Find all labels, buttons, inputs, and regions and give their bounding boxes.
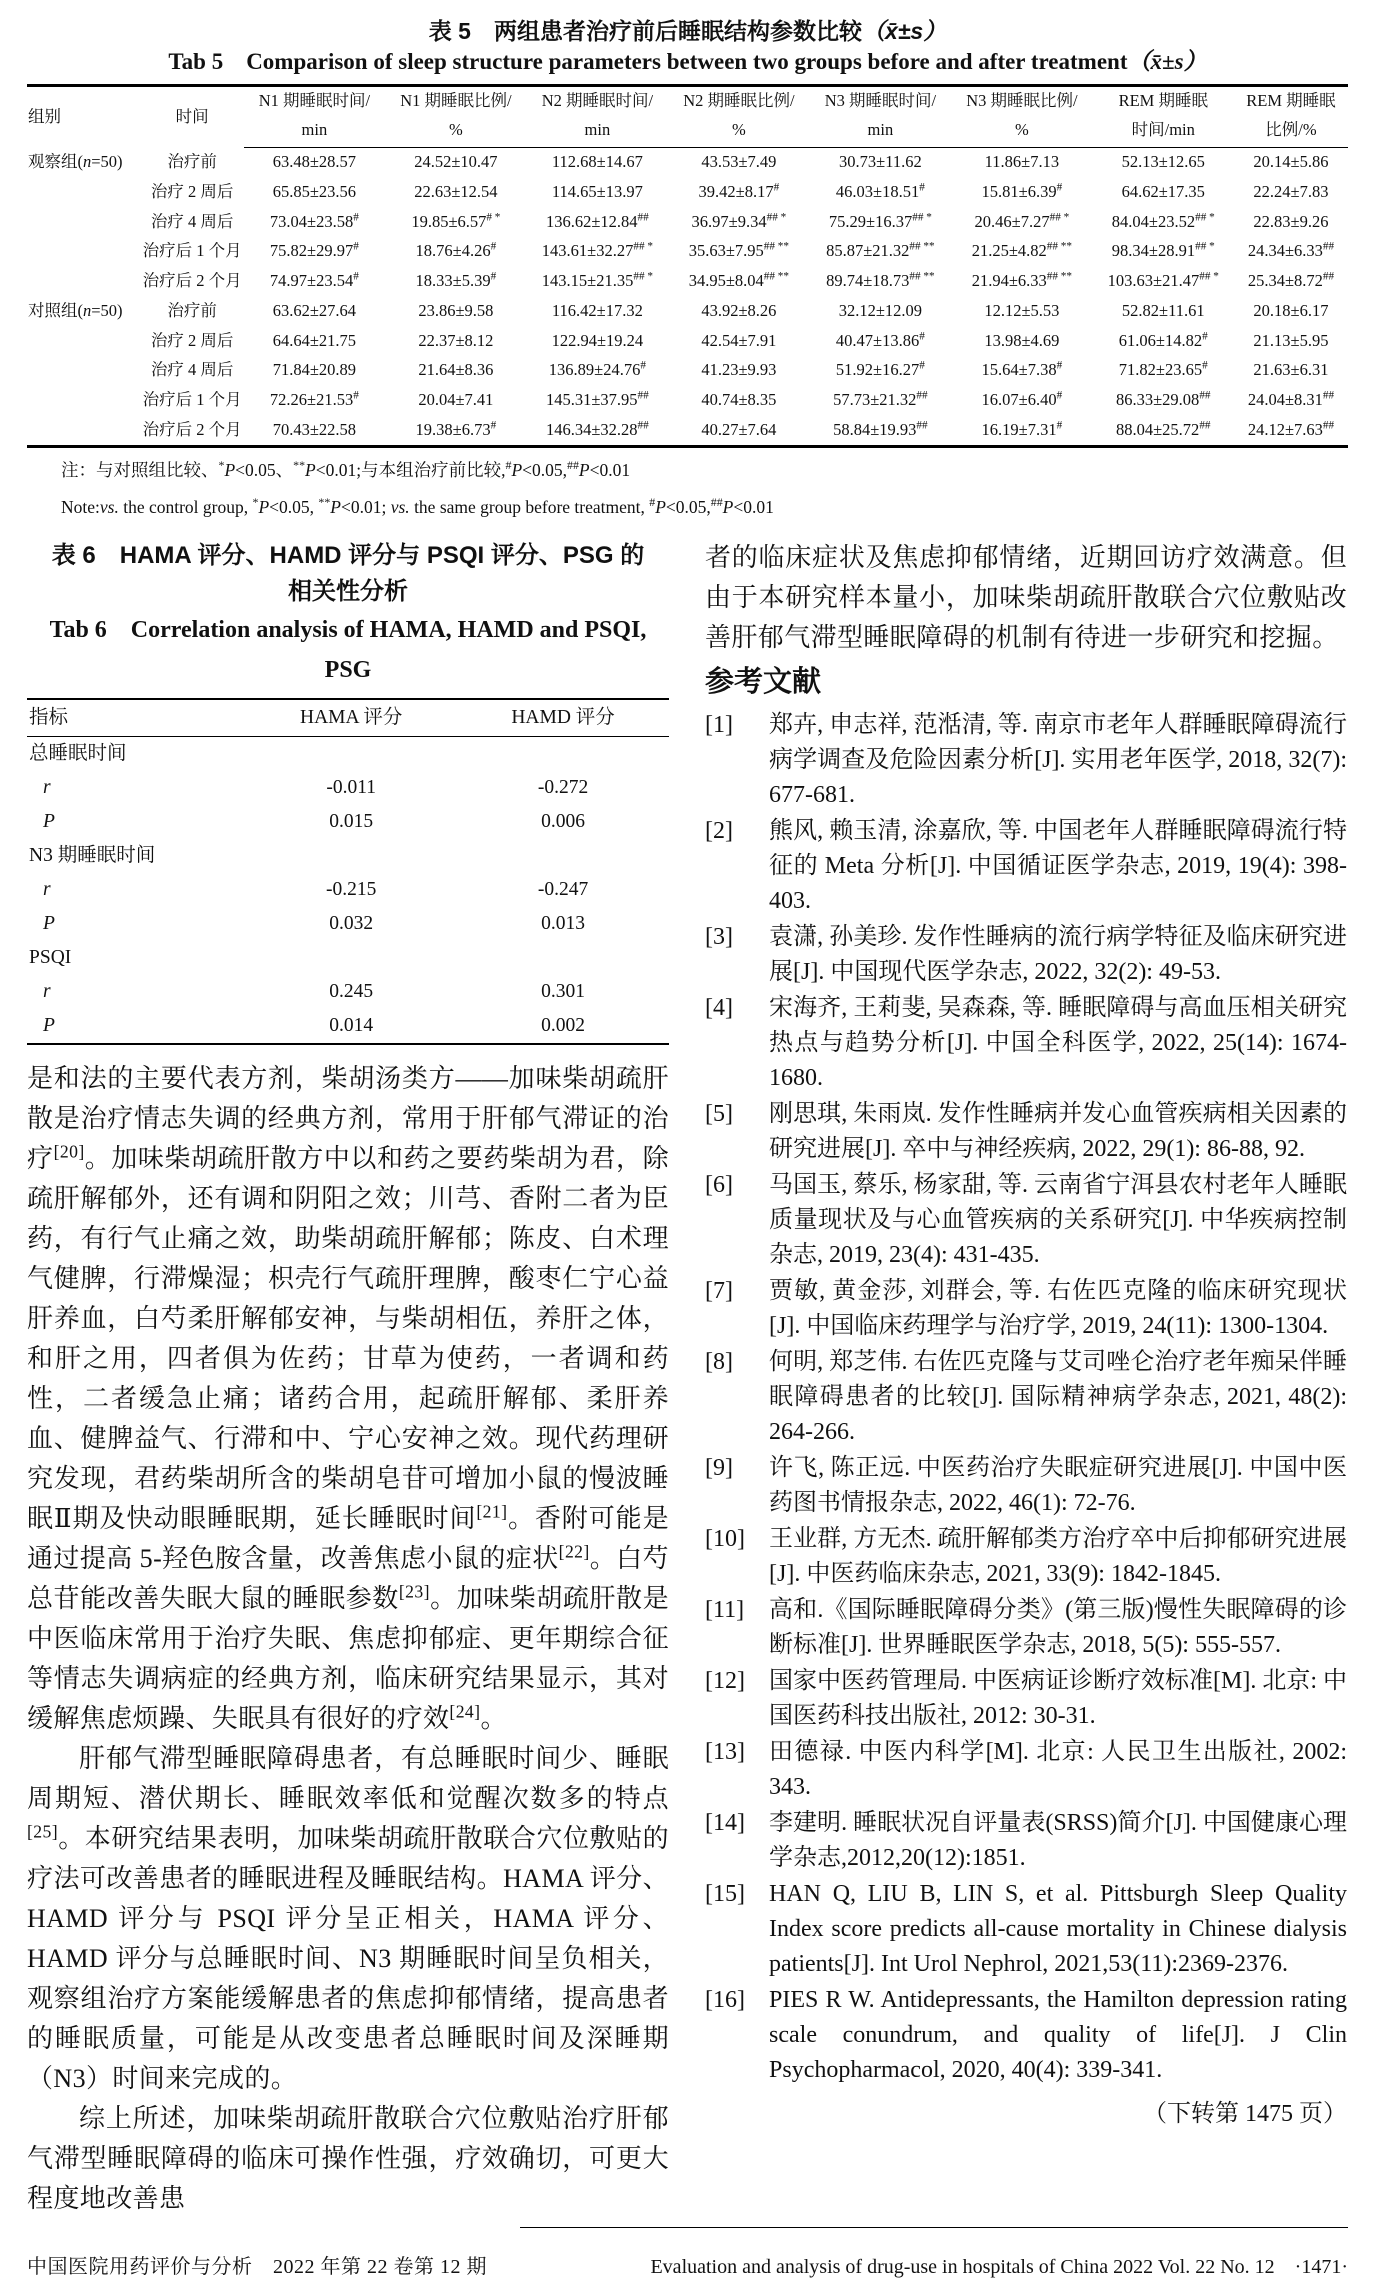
table-cell: 41.23±9.93 xyxy=(701,360,777,380)
table-cell: 136.62±12.84## xyxy=(545,211,649,231)
col-header: REM 期睡眠 xyxy=(1246,91,1336,110)
table-row xyxy=(27,941,669,975)
references-list xyxy=(705,708,1347,2088)
reference-number: [1] xyxy=(705,712,733,738)
col-header-unit: min xyxy=(527,116,669,147)
indicator-label: PSQI xyxy=(29,947,72,968)
reference-text: 田德禄. 中医内科学[M]. 北京: 人民卫生出版社, 2002: 343. xyxy=(769,1739,1347,1800)
table-cell: 52.82±11.61 xyxy=(1121,300,1205,320)
table-cell: 20.14±5.86 xyxy=(1253,152,1329,171)
group-label: 观察组(n=50) xyxy=(28,152,123,171)
table-cell: 22.24±7.83 xyxy=(1253,181,1329,201)
footer-journal-cn: 中国医院用药评价与分析 2022 年第 22 卷第 12 期 xyxy=(27,2256,487,2278)
reference-text: 马国玉, 蔡乐, 杨家甜, 等. 云南省宁洱县农村老年人睡眠质量现状及与心血管疾病的关系研究[J]. 中华疾病控制杂志, 2019, 23(4): 431-435. xyxy=(769,1172,1347,1268)
table-cell: -0.215 xyxy=(326,879,377,900)
reference-text: 高和.《国际睡眠障碍分类》(第三版)慢性失眠障碍的诊断标准[J]. 世界睡眠医学杂志, 2018, 5(5): 555-557. xyxy=(769,1597,1347,1658)
col-header: N3 期睡眠比例/ xyxy=(966,91,1078,110)
table-row xyxy=(27,1009,669,1044)
reference-number: [3] xyxy=(705,924,733,950)
reference-number: [7] xyxy=(705,1278,733,1304)
table-cell: 20.18±6.17 xyxy=(1253,300,1329,320)
table-cell: 57.73±21.32## xyxy=(833,389,928,409)
reference-text: 熊风, 赖玉清, 涂嘉欣, 等. 中国老年人群睡眠障碍流行特征的 Meta 分析[J]. 中国循证医学杂志, 2019, 19(4): 398-403. xyxy=(769,818,1347,914)
discussion-text-right xyxy=(705,538,1347,658)
reference-text: 李建明. 睡眠状况自评量表(SRSS)简介[J]. 中国健康心理学杂志,2012,20(12):1851. xyxy=(769,1810,1347,1871)
table-cell: 43.92±8.26 xyxy=(701,300,777,320)
table5-note-cn: 注：与对照组比较、*P<0.05、**P<0.01;与本组治疗前比较,#P<0.05,##P<0.01 xyxy=(61,458,631,480)
table5-body xyxy=(27,147,1348,447)
col-header: N2 期睡眠时间/ xyxy=(541,91,654,110)
time-label: 治疗后 2 个月 xyxy=(142,419,242,439)
col-header: REM 期睡眠 xyxy=(1118,91,1208,110)
table-row xyxy=(27,805,669,839)
reference-item xyxy=(705,1345,1347,1450)
col-header: N1 期睡眠时间/ xyxy=(258,91,371,110)
col-header-unit: 比例/% xyxy=(1234,116,1348,147)
table-cell: 116.42±17.32 xyxy=(551,300,643,320)
left-column xyxy=(27,538,669,2219)
reference-number: [11] xyxy=(705,1597,745,1623)
table-cell: 22.37±8.12 xyxy=(418,330,494,350)
table-cell: 61.06±14.82# xyxy=(1118,330,1208,350)
table-cell: 143.61±32.27## * xyxy=(541,240,653,261)
table-cell: 24.52±10.47 xyxy=(414,152,498,171)
table-cell: 64.64±21.75 xyxy=(272,330,357,350)
table-cell: 21.25±4.82## ** xyxy=(971,240,1073,261)
table-cell: 40.74±8.35 xyxy=(701,390,777,409)
col-header: N2 期睡眠比例/ xyxy=(683,91,795,110)
reference-item xyxy=(705,1877,1347,1982)
paragraph: 是和法的主要代表方剂，柴胡汤类方——加味柴胡疏肝散是治疗情志失调的经典方剂，常用于肝郁气滞证的治疗[20]。加味柴胡疏肝散方中以和药之要药柴胡为君，除疏肝解郁外，还有调和阴阳之效；川芎、香附二者为臣药，有行气止痛之效，助柴胡疏肝解郁；陈皮、白术理气健脾，行滞燥湿；枳壳行气疏肝理脾，酸枣仁宁心益肝养血，白芍柔肝解郁安神，与柴胡相伍，养肝之体，和肝之用，四者俱为佐药；甘草为使药，一者调和药性，二者缓急止痛；诸药合用，起疏肝解郁、柔肝养血、健脾益气、行滞和中、宁心安神之效。现代药理研究发现，君药柴胡所含的柴胡皂苷可增加小鼠的慢波睡眠Ⅱ期及快动眼睡眠期，延长睡眠时间[21]。香附可能是通过提高 5-羟色胺含量，改善焦虑小鼠的症状[22]。白芍总苷能改善失眠大鼠的睡眠参数[23]。加味柴胡疏肝散是中医临床常用于治疗失眠、焦虑抑郁症、更年期综合征等情志失调病症的经典方剂，临床研究结果显示，其对缓解焦虑烦躁、失眠具有很好的疗效[24]。 xyxy=(27,1064,670,1733)
table6-title-cn-line1: 表 6 HAMA 评分、HAMD 评分与 PSQI 评分、PSG 的 xyxy=(51,542,645,569)
col-header-hama: HAMA 评分 xyxy=(245,699,457,737)
correlation-table xyxy=(27,698,669,1045)
time-label: 治疗 2 周后 xyxy=(150,181,234,201)
reference-text: 国家中医药管理局. 中医病证诊断疗效标准[M]. 北京: 中国医药科技出版社, 2012: 30-31. xyxy=(769,1668,1347,1729)
table-cell: 16.19±7.31# xyxy=(981,419,1063,439)
table5-note-en: Note:vs. the control group, *P<0.05, **P<0.01; vs. the same group before treatment, #P<0.05,##P<0.01 xyxy=(61,495,774,517)
table-cell: 84.04±23.52## * xyxy=(1111,211,1215,231)
col-header-unit: % xyxy=(385,116,527,147)
col-header-unit: min xyxy=(810,116,952,147)
reference-number: [2] xyxy=(705,818,733,844)
reference-item xyxy=(705,920,1347,990)
table-cell: 0.006 xyxy=(541,811,585,832)
indicator-label: 总睡眠时间 xyxy=(29,743,127,764)
reference-number: [10] xyxy=(705,1526,745,1552)
table-cell: 21.94±6.33## ** xyxy=(971,270,1073,290)
table-cell: 39.42±8.17# xyxy=(698,181,780,201)
reference-text: 王业群, 方无杰. 疏肝解郁类方治疗卒中后抑郁研究进展[J]. 中医药临床杂志, 2021, 33(9): 1842-1845. xyxy=(769,1526,1347,1587)
reference-item xyxy=(705,1451,1347,1521)
table-cell: 51.92±16.27# xyxy=(835,359,925,380)
table-cell: 24.04±8.31## xyxy=(1247,389,1335,409)
discussion-text-left xyxy=(27,1059,669,2219)
stat-label: P xyxy=(43,1015,55,1036)
reference-item xyxy=(705,991,1347,1096)
reference-number: [15] xyxy=(705,1881,745,1907)
table-cell: 19.38±6.73# xyxy=(415,419,497,439)
table-row xyxy=(27,296,1348,326)
reference-text: 郑卉, 申志祥, 范湉清, 等. 南京市老年人群睡眠障碍流行病学调查及危险因素分析[J]. 实用老年医学, 2018, 32(7): 677-681. xyxy=(769,712,1347,808)
table-cell: 70.43±22.58 xyxy=(272,419,357,439)
table-row xyxy=(27,386,1348,416)
table-cell: 0.301 xyxy=(541,981,585,1002)
time-label: 治疗 4 周后 xyxy=(150,211,234,231)
table-cell: 71.82±23.65# xyxy=(1118,359,1208,380)
table-row xyxy=(27,737,669,772)
col-header-unit: % xyxy=(668,116,810,147)
col-header-group: 组别 xyxy=(28,106,61,126)
reference-text: 贾敏, 黄金莎, 刘群会, 等. 右佐匹克隆的临床研究现状[J]. 中国临床药理学与治疗学, 2019, 24(11): 1300-1304. xyxy=(769,1278,1347,1339)
right-column xyxy=(705,538,1347,2219)
time-label: 治疗前 xyxy=(167,151,217,171)
table-cell: 11.86±7.13 xyxy=(984,152,1060,171)
table-cell: 30.73±11.62 xyxy=(839,152,922,171)
table-row xyxy=(27,839,669,873)
table-cell: 16.07±6.40# xyxy=(981,389,1063,409)
time-label: 治疗后 2 个月 xyxy=(142,271,242,290)
reference-item xyxy=(705,1664,1347,1734)
table-cell: 23.86±9.58 xyxy=(418,300,494,320)
time-label: 治疗后 1 个月 xyxy=(142,241,242,261)
table-cell: 12.12±5.53 xyxy=(984,300,1060,320)
table-cell: 43.53±7.49 xyxy=(701,152,777,171)
table6-title-en: Tab 6 Correlation analysis of HAMA, HAMD and PSQI, PSG xyxy=(49,617,647,683)
footer-journal-en: Evaluation and analysis of drug-use in hospitals of China 2022 Vol. 22 No. 12 ·1471· xyxy=(650,2256,1348,2278)
table-cell: 21.64±8.36 xyxy=(418,360,494,380)
time-label: 治疗前 xyxy=(167,300,217,320)
table-cell: 46.03±18.51# xyxy=(835,181,925,201)
col-header-time: 时间 xyxy=(175,106,209,126)
reference-item xyxy=(705,814,1347,919)
table-row xyxy=(27,873,669,907)
table-cell: 24.34±6.33## xyxy=(1247,240,1335,261)
table-cell: 72.26±21.53# xyxy=(269,389,359,409)
reference-item xyxy=(705,1806,1347,1876)
stat-label: r xyxy=(43,777,51,798)
table6-title-cn-line2: 相关性分析 xyxy=(288,578,408,605)
paragraph: 者的临床症状及焦虑抑郁情绪，近期回访疗效满意。但由于本研究样本量小，加味柴胡疏肝散联合穴位敷贴改善肝郁气滞型睡眠障碍的机制有待进一步研究和挖掘。 xyxy=(705,543,1347,652)
table-cell: 58.84±19.93## xyxy=(833,419,928,439)
two-column-body xyxy=(27,538,1348,2219)
reference-item xyxy=(705,708,1347,813)
reference-number: [9] xyxy=(705,1455,733,1481)
table-cell: 64.62±17.35 xyxy=(1121,181,1205,201)
reference-number: [13] xyxy=(705,1739,745,1765)
table-cell: 88.04±25.72## xyxy=(1116,419,1211,439)
reference-text: 许飞, 陈正远. 中医药治疗失眠症研究进展[J]. 中国中医药图书情报杂志, 2022, 46(1): 72-76. xyxy=(769,1455,1347,1516)
stat-label: P xyxy=(43,811,55,832)
page-footer xyxy=(27,2250,1348,2279)
reference-number: [4] xyxy=(705,995,733,1021)
stat-label: r xyxy=(43,879,51,900)
indicator-label: N3 期睡眠时间 xyxy=(29,845,156,866)
table-row xyxy=(27,907,669,941)
table-cell: 20.46±7.27## * xyxy=(974,211,1070,231)
references-heading: 参考文献 xyxy=(705,666,822,698)
col-header-unit: 时间/min xyxy=(1093,116,1234,147)
table-cell: 75.82±29.97# xyxy=(269,240,359,261)
table-cell: 0.013 xyxy=(541,913,585,934)
table-cell: -0.011 xyxy=(326,777,377,798)
table-cell: 73.04±23.58# xyxy=(269,211,359,231)
table-cell: 20.04±7.41 xyxy=(418,390,494,409)
reference-number: [14] xyxy=(705,1810,745,1836)
table5-title-en-stat: （x̄±s） xyxy=(1127,49,1207,74)
table-cell: 18.76±4.26# xyxy=(415,240,497,261)
col-header: N1 期睡眠比例/ xyxy=(400,91,512,110)
footer-rule xyxy=(520,2227,1348,2228)
table5-title-en-text: Tab 5 Comparison of sleep structure parameters between two groups before and after treatment xyxy=(168,49,1128,74)
table-cell: 22.63±12.54 xyxy=(414,181,498,201)
table-row xyxy=(27,415,1348,446)
table-cell: 0.032 xyxy=(329,913,374,934)
reference-text: PIES R W. Antidepressants, the Hamilton depression rating scale conundrum, and quality of life[J]. J Clin Psychopharmacol, 2020, 40(4): 339-341. xyxy=(769,1987,1347,2083)
table6-section xyxy=(27,538,669,1045)
reference-text: 宋海齐, 王莉斐, 吴森森, 等. 睡眠障碍与高血压相关研究热点与趋势分析[J]. 中国全科医学, 2022, 25(14): 1674-1680. xyxy=(769,995,1347,1091)
table-cell: 40.47±13.86# xyxy=(835,330,925,350)
table6-title-cn xyxy=(27,538,669,610)
table-cell: 63.48±28.57 xyxy=(272,152,357,171)
table-row xyxy=(27,267,1348,297)
stat-label: r xyxy=(43,981,51,1002)
reference-item xyxy=(705,1097,1347,1167)
reference-number: [12] xyxy=(705,1668,745,1694)
table-cell: 22.83±9.26 xyxy=(1253,211,1329,231)
table-row xyxy=(27,177,1348,207)
table-cell: 13.98±4.69 xyxy=(984,330,1060,350)
reference-text: 何明, 郑芝伟. 右佐匹克隆与艾司唑仑治疗老年痴呆伴睡眠障碍患者的比较[J]. 国际精神病学杂志, 2021, 48(2): 264-266. xyxy=(769,1349,1347,1445)
reference-item xyxy=(705,1735,1347,1805)
col-header-unit: % xyxy=(951,116,1093,147)
table-cell: 112.68±14.67 xyxy=(551,152,643,171)
table-cell: 36.97±9.34## * xyxy=(691,211,787,231)
time-label: 治疗 4 周后 xyxy=(150,360,234,380)
table-cell: 21.13±5.95 xyxy=(1253,330,1329,350)
table-cell: 103.63±21.47## * xyxy=(1107,270,1219,290)
table-cell: 146.34±32.28## xyxy=(545,419,649,439)
paragraph: 综上所述，加味柴胡疏肝散联合穴位敷贴治疗肝郁气滞型睡眠障碍的临床可操作性强，疗效确切，可更大程度地改善患 xyxy=(27,2104,669,2213)
table-row xyxy=(27,975,669,1009)
group-label: 对照组(n=50) xyxy=(28,301,123,321)
table-cell: 25.34±8.72## xyxy=(1247,270,1335,290)
reference-item xyxy=(705,1983,1347,2088)
table5-header xyxy=(27,86,1348,148)
table-cell: 143.15±21.35## * xyxy=(541,270,653,290)
table-cell: -0.247 xyxy=(537,879,589,900)
table-cell: 24.12±7.63## xyxy=(1247,419,1335,439)
paragraph: 肝郁气滞型睡眠障碍患者，有总睡眠时间少、睡眠周期短、潜伏期长、睡眠效率低和觉醒次数多的特点[25]。本研究结果表明，加味柴胡疏肝散联合穴位敷贴的疗法可改善患者的睡眠进程及睡眠结构。HAMA 评分、HAMD 评分与 PSQI 评分呈正相关，HAMA 评分、HAMD 评分与总睡眠时间、N3 期睡眠时间呈负相关，观察组治疗方案能缓解患者的焦虑抑郁情绪，提高患者的睡眠质量，可能是从改变患者总睡眠时间及深睡期（N3）时间来完成的。 xyxy=(27,1744,669,2093)
table5-title-en xyxy=(27,46,1348,78)
table-row xyxy=(27,147,1348,177)
col-header: N3 期睡眠时间/ xyxy=(824,91,937,110)
table-cell: 122.94±19.24 xyxy=(551,330,644,350)
table-cell: 86.33±29.08## xyxy=(1116,389,1211,409)
table5-title-cn xyxy=(27,16,1348,46)
table6-body xyxy=(27,737,669,1045)
reference-number: [16] xyxy=(705,1987,745,2013)
time-label: 治疗 2 周后 xyxy=(150,330,234,350)
col-header-indicator: 指标 xyxy=(27,699,245,737)
table-cell: 34.95±8.04## ** xyxy=(688,270,790,290)
table-cell: 32.12±12.09 xyxy=(838,300,923,320)
table-cell: 85.87±21.32## ** xyxy=(826,240,935,261)
table-cell: 89.74±18.73## ** xyxy=(826,270,935,290)
col-header-hamd: HAMD 评分 xyxy=(457,699,669,737)
table-cell: 42.54±7.91 xyxy=(701,330,777,350)
stat-label: P xyxy=(43,913,55,934)
reference-item xyxy=(705,1522,1347,1592)
table5-title-cn-text: 表 5 两组患者治疗前后睡眠结构参数比较 xyxy=(428,18,862,44)
table-row xyxy=(27,356,1348,386)
table-cell: 114.65±13.97 xyxy=(551,181,643,201)
table-cell: 136.89±24.76# xyxy=(548,359,646,380)
table-cell: -0.272 xyxy=(537,777,589,798)
continuation-note: （下转第 1475 页） xyxy=(1143,2101,1347,2127)
table-cell: 19.85±6.57# * xyxy=(411,211,501,231)
table-cell: 98.34±28.91## * xyxy=(1111,240,1215,261)
table-row xyxy=(27,207,1348,237)
table-cell: 75.29±16.37## * xyxy=(828,211,932,231)
table-cell: 35.63±7.95## ** xyxy=(688,240,790,261)
table-cell: 145.31±37.95## xyxy=(545,389,649,409)
table-cell: 15.64±7.38# xyxy=(981,359,1063,380)
table-cell: 0.014 xyxy=(329,1015,374,1036)
reference-item xyxy=(705,1274,1347,1344)
table-cell: 71.84±20.89 xyxy=(272,360,357,380)
table-cell: 21.63±6.31 xyxy=(1253,360,1329,380)
reference-text: 刚思琪, 朱雨岚. 发作性睡病并发心血管疾病相关因素的研究进展[J]. 卒中与神经疾病, 2022, 29(1): 86-88, 92. xyxy=(769,1101,1347,1162)
table-cell: 0.015 xyxy=(329,811,374,832)
table6-header xyxy=(27,699,669,737)
table-row xyxy=(27,237,1348,267)
reference-number: [6] xyxy=(705,1172,733,1198)
time-label: 治疗后 1 个月 xyxy=(142,390,242,409)
table5-title-cn-stat: （x̄±s） xyxy=(861,18,947,44)
sleep-structure-table xyxy=(27,84,1348,448)
table5-section xyxy=(27,16,1348,522)
table-cell: 0.002 xyxy=(541,1015,585,1036)
reference-text: HAN Q, LIU B, LIN S, et al. Pittsburgh Sleep Quality Index score predicts all-cause mortality in Chinese dialysis patients[J]. Int Urol Nephrol, 2021,53(11):2369-2376. xyxy=(769,1881,1347,1977)
table-cell: 63.62±27.64 xyxy=(272,300,357,320)
reference-number: [5] xyxy=(705,1101,733,1127)
table-cell: 65.85±23.56 xyxy=(272,181,357,201)
reference-number: [8] xyxy=(705,1349,733,1375)
reference-text: 袁潇, 孙美珍. 发作性睡病的流行病学特征及临床研究进展[J]. 中国现代医学杂志, 2022, 32(2): 49-53. xyxy=(769,924,1347,985)
table-row xyxy=(27,326,1348,356)
table-cell: 40.27±7.64 xyxy=(701,419,777,439)
reference-item xyxy=(705,1593,1347,1663)
table-cell: 52.13±12.65 xyxy=(1121,152,1205,171)
table-cell: 15.81±6.39# xyxy=(981,181,1063,201)
reference-item xyxy=(705,1168,1347,1273)
table-row xyxy=(27,771,669,805)
table-cell: 0.245 xyxy=(329,981,374,1002)
table-cell: 74.97±23.54# xyxy=(269,270,359,290)
table-cell: 18.33±5.39# xyxy=(415,270,497,290)
col-header-unit: min xyxy=(244,116,386,147)
